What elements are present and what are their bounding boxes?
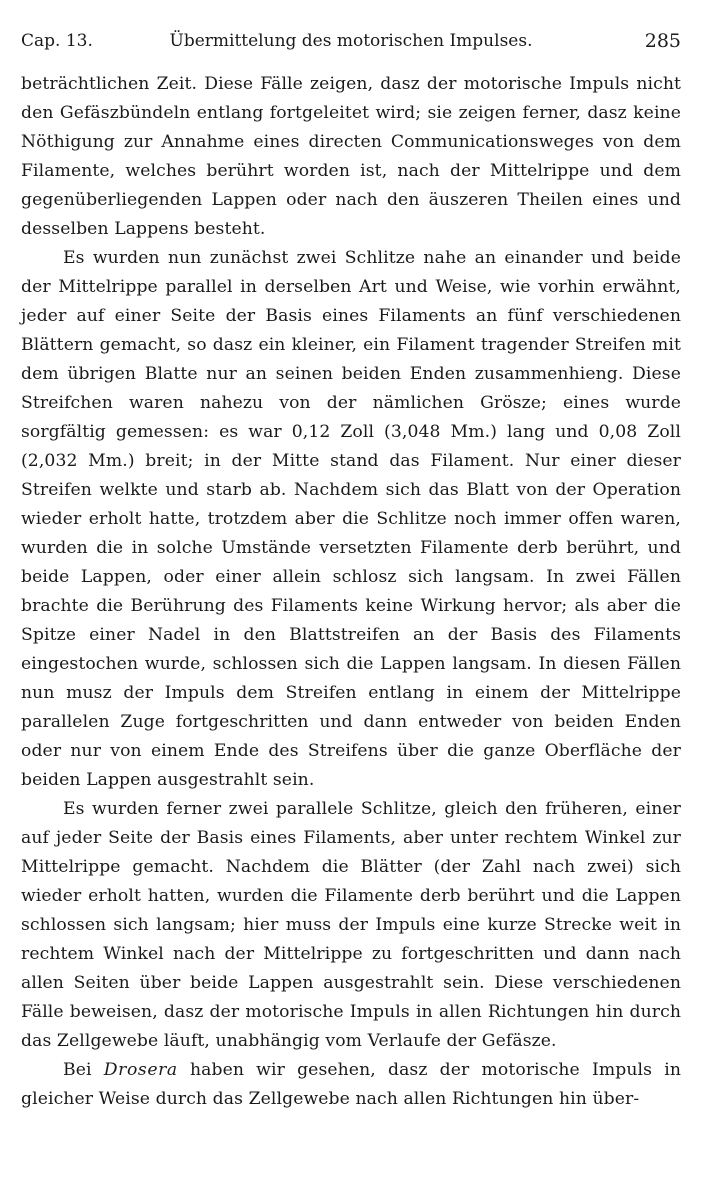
body-text [21, 70, 681, 1114]
book-page [21, 30, 681, 1114]
paragraph-parallel-slits: Es wurden nun zunächst zwei Schlitze nahe an einander und beide der Mittelrippe parallel in derselben Art und Weise, wie vorhin erwähnt, jeder auf einer Seite der Basis eines Filaments an fünf verschiedenen Blättern gemacht, so dasz ein kleiner, ein Filament tragender Streifen mit dem übrigen Blatte nur an seinen beiden Enden zusammenhieng. Diese Streifchen waren nahezu von der nämlichen Grösze; eines wurde sorgfältig gemessen: es war 0,12 Zoll (3,048 Mm.) lang und 0,08 Zoll (2,032 Mm.) breit; in der Mitte stand das Filament. Nur einer dieser Streifen welkte und starb ab. Nachdem sich das Blatt von der Operation wieder erholt hatte, trotzdem aber die Schlitze noch immer offen waren, wurden die in solche Umstände versetzten Filamente derb berührt, und beide Lappen, oder einer allein schlosz sich langsam. In zwei Fällen brachte die Berührung des Filaments keine Wirkung hervor; als aber die Spitze einer Nadel in den Blattstreifen an der Basis des Filaments eingestochen wurde, schlossen sich die Lappen langsam. In diesen Fällen nun musz der Impuls dem Streifen entlang in einem der Mittelrippe parallelen Zuge fortgeschritten und dann entweder von beiden Enden oder nur von einem Ende des Streifens über die ganze Oberfläche der beiden Lappen ausgestrahlt sein. [21, 248, 681, 790]
drosera-text-after: haben wir gesehen, dasz der motorische Impuls in gleicher Weise durch das Zellgewebe nach allen Richtungen hin über- [21, 1060, 682, 1109]
paragraph-right-angle-slits: Es wurden ferner zwei parallele Schlitze, gleich den früheren, einer auf jeder Seite der Basis eines Filaments, aber unter rechtem Winkel zur Mittelrippe gemacht. Nachdem die Blätter (der Zahl nach zwei) sich wieder erholt hatten, wurden die Filamente derb berührt und die Lappen schlossen sich langsam; hier muss der Impuls eine kurze Strecke weit in rechtem Winkel nach der Mittelrippe zu fortgeschritten und dann nach allen Seiten über beide Lappen ausgestrahlt sein. Diese verschiedenen Fälle beweisen, dasz der motorische Impuls in allen Richtungen hin durch das Zellgewebe läuft, unabhängig vom Verlaufe der Gefäsze. [21, 799, 681, 1051]
drosera-text-before: Bei [63, 1060, 104, 1080]
running-title: Übermittelung des motorischen Impulses. [169, 31, 533, 51]
drosera-italic: Drosera [103, 1060, 178, 1080]
paragraph-continuation: beträchtlichen Zeit. Diese Fälle zeigen, dasz der motorische Impuls nicht den Gefäszbündeln entlang fortgeleitet wird; sie zeigen ferner, dasz keine Nöthigung zur Annahme eines directen Communicationsweges von dem Filamente, welches berührt worden ist, nach der Mittelrippe und dem gegenüberliegenden Lappen oder nach den äuszeren Theilen eines und desselben Lappens besteht. [21, 74, 681, 239]
paragraph-drosera [21, 1056, 681, 1114]
running-header [21, 30, 681, 60]
chapter-label: Cap. 13. [21, 31, 93, 51]
page-number: 285 [644, 30, 681, 52]
